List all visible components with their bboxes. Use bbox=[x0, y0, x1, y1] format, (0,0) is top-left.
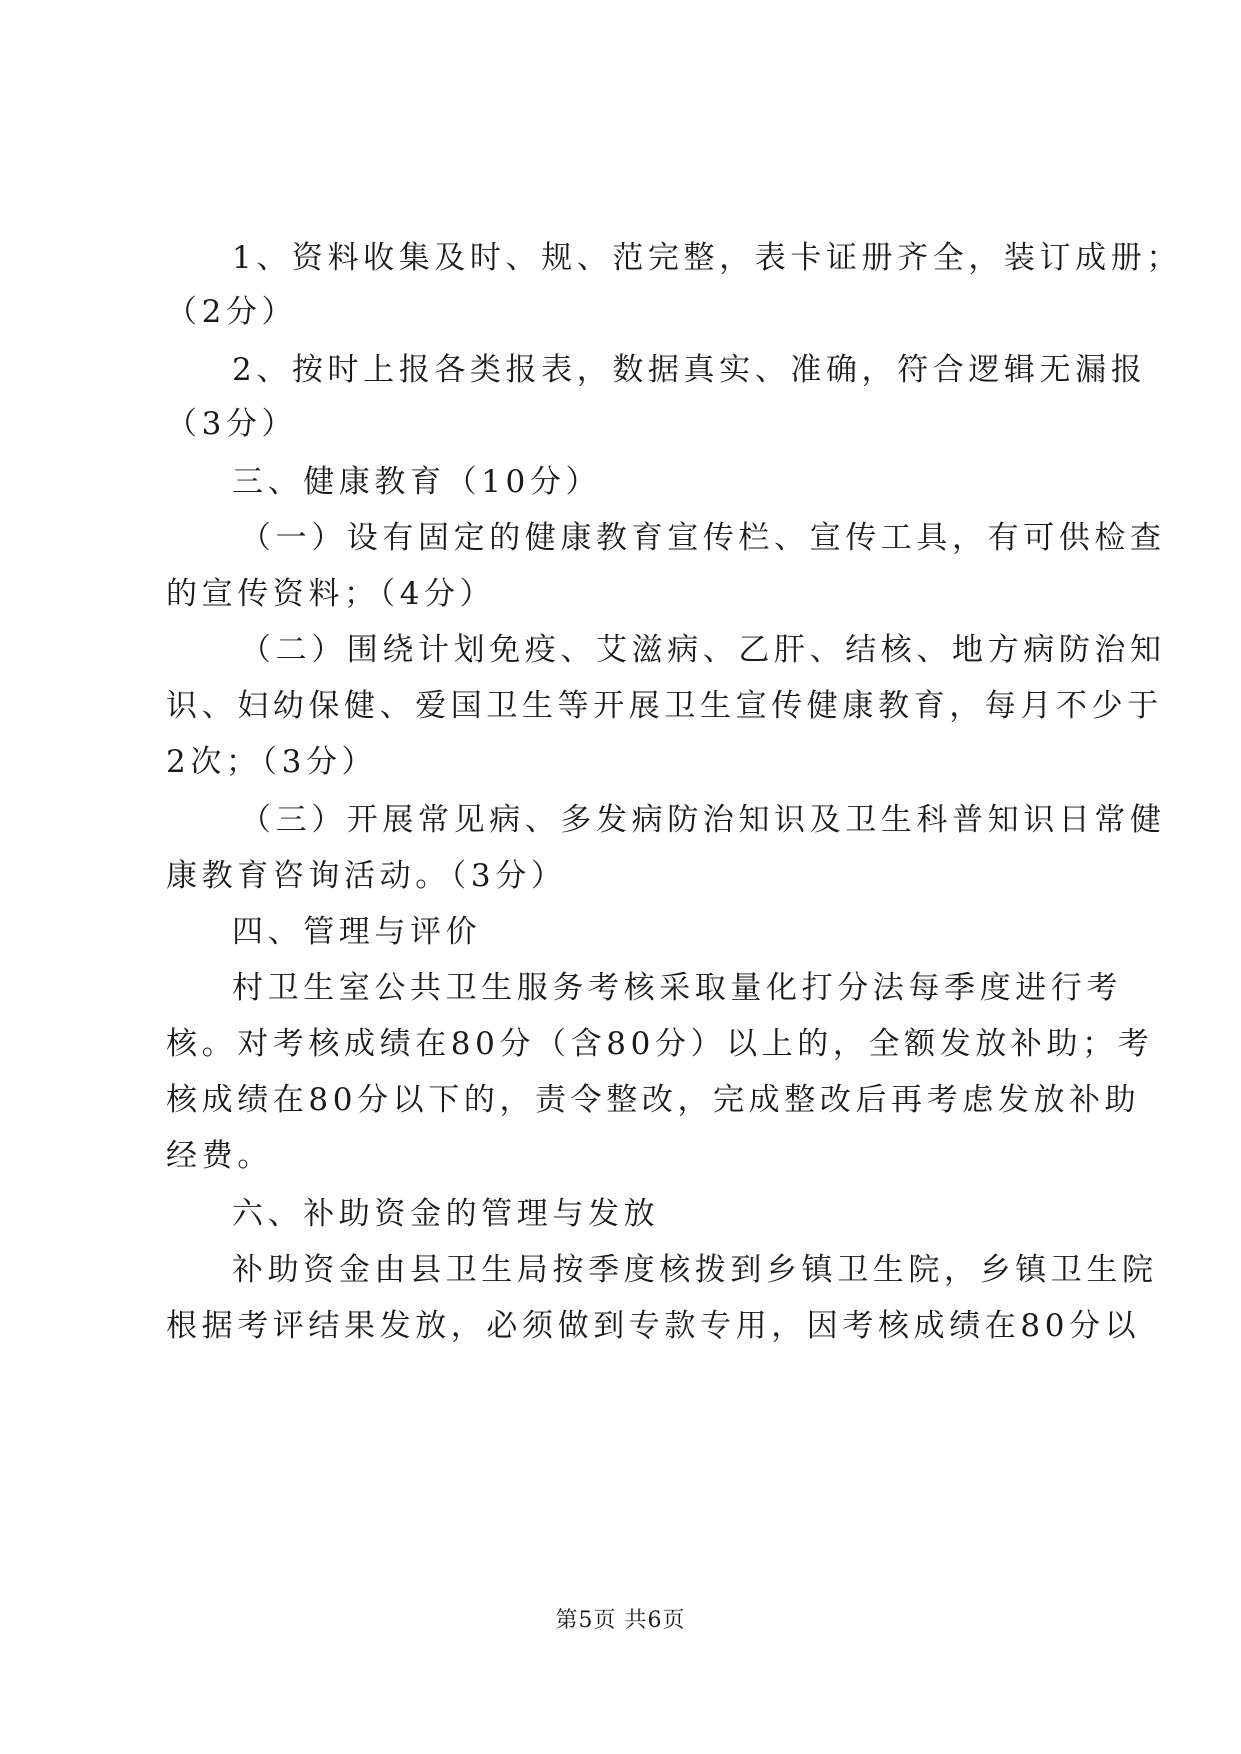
paragraph-line: 1、资料收集及时、规、范完整，表卡证册齐全，装订成册； bbox=[232, 240, 1182, 276]
section-heading: 六、补助资金的管理与发放 bbox=[232, 1196, 660, 1232]
paragraph-line: 的宣传资料；（4分） bbox=[166, 576, 496, 612]
paragraph-line: （2分） bbox=[166, 294, 298, 330]
paragraph-line: 2、按时上报各类报表，数据真实、准确，符合逻辑无漏报 bbox=[232, 352, 1147, 388]
paragraph-line: 2次；（3分） bbox=[166, 744, 378, 780]
paragraph-line: （三）开展常见病、多发病防治知识及卫生科普知识日常健 bbox=[240, 802, 1166, 838]
section-heading: 三、健康教育（10分） bbox=[232, 464, 602, 500]
paragraph-line: 识、妇幼保健、爱国卫生等开展卫生宣传健康教育，每月不少于 bbox=[166, 688, 1163, 724]
paragraph-line: 经费。 bbox=[166, 1138, 273, 1174]
paragraph-line: 康教育咨询活动。（3分） bbox=[166, 858, 567, 894]
paragraph-line: （3分） bbox=[166, 406, 298, 442]
paragraph-line: （一）设有固定的健康教育宣传栏、宣传工具，有可供检查 bbox=[240, 520, 1166, 556]
paragraph-line: 村卫生室公共卫生服务考核采取量化打分法每季度进行考 bbox=[232, 970, 1122, 1006]
paragraph-line: 核。对考核成绩在80分（含80分）以上的，全额发放补助；考 bbox=[166, 1026, 1154, 1062]
page-number: 第5页 共6页 bbox=[555, 1608, 686, 1633]
section-heading: 四、管理与评价 bbox=[232, 914, 482, 950]
paragraph-line: 补助资金由县卫生局按季度核拨到乡镇卫生院，乡镇卫生院 bbox=[232, 1252, 1158, 1288]
paragraph-line: 根据考评结果发放，必须做到专款专用，因考核成绩在80分以 bbox=[166, 1308, 1141, 1344]
paragraph-line: （二）围绕计划免疫、艾滋病、乙肝、结核、地方病防治知 bbox=[240, 632, 1166, 668]
paragraph-line: 核成绩在80分以下的，责令整改，完成整改后再考虑发放补助 bbox=[166, 1082, 1141, 1118]
